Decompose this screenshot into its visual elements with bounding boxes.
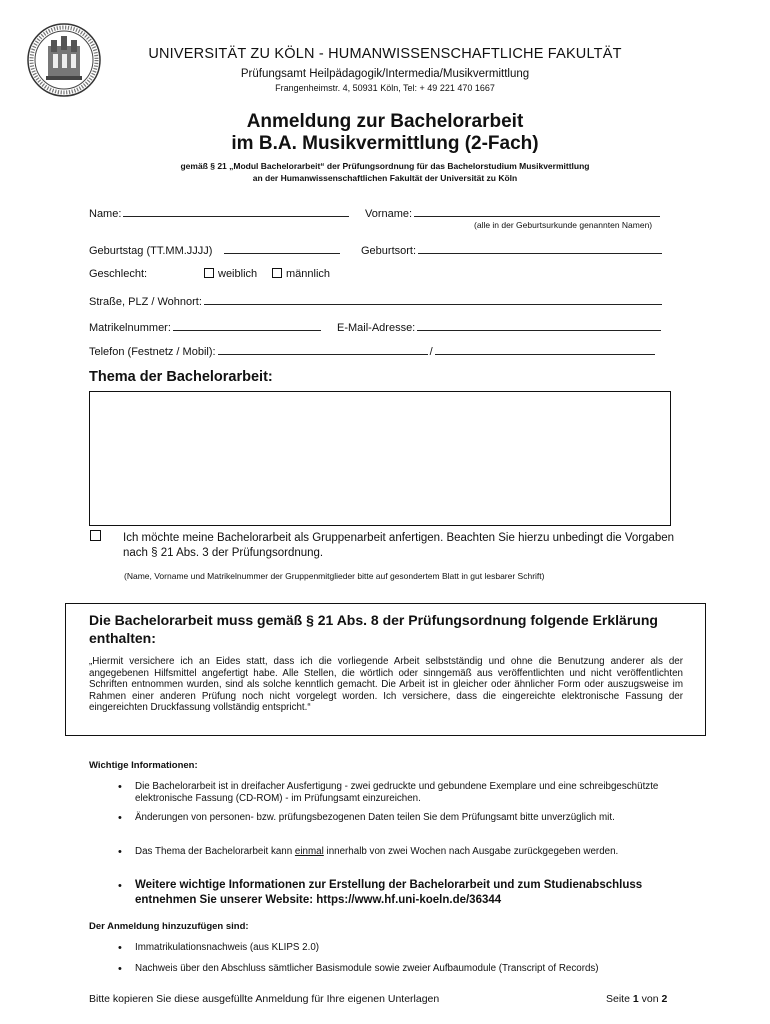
gender-male-option[interactable] [272, 268, 330, 280]
vorname-field[interactable] [365, 206, 662, 220]
thesis-topic-box[interactable] [89, 391, 671, 526]
bullet-icon: • [118, 942, 122, 954]
bullet-icon: • [118, 963, 122, 975]
gender-female-option[interactable] [204, 268, 257, 280]
regulation-note [0, 161, 770, 184]
info-item-3 [135, 846, 675, 858]
vorname-hint: (alle in der Geburtsurkunde genannten Namen) [474, 220, 653, 230]
important-info-heading: Wichtige Informationen: [89, 760, 198, 771]
declaration-heading: Die Bachelorarbeit muss gemäß § 21 Abs. 8 der Prüfungsordnung folgende Erklärung enthalten: [89, 612, 658, 646]
phone-field[interactable] [89, 344, 657, 358]
vorname-label: Vorname: [365, 208, 413, 220]
matriculation-field[interactable] [89, 320, 323, 334]
gender-label: Geschlecht: [89, 268, 148, 280]
female-checkbox[interactable] [204, 268, 214, 278]
male-checkbox[interactable] [272, 268, 282, 278]
university-name: UNIVERSITÄT ZU KÖLN - HUMANWISSENSCHAFTLICHE FAKULTÄT [148, 46, 622, 62]
group-work-note: (Name, Vorname und Matrikelnummer der Gruppenmitglieder bitte auf gesondertem Blatt in gut lesbarer Schrift) [124, 571, 545, 581]
email-label: E-Mail-Adresse: [337, 322, 416, 334]
current-page: 1 [632, 993, 639, 1005]
birthplace-label: Geburtsort: [361, 245, 417, 257]
info-item-4-website[interactable]: Weitere wichtige Informationen zur Erstellung der Bachelorarbeit und zum Studienabschluss entnehmen Sie unserer Website: https://www.hf.uni-koeln.de/36344 [135, 879, 643, 906]
total-pages: 2 [661, 993, 668, 1005]
thesis-topic-heading: Thema der Bachelorarbeit: [89, 369, 273, 385]
declaration-text: „Hiermit versichere ich an Eides statt, dass ich die vorliegende Arbeit selbstständig und ohne die Benutzung anderer als der angegebenen Hilfsmittel angefertigt habe. Alle Stellen, die wörtlich oder sinngemäß aus veröffentlichten und nicht veröffentlichten Schriften entnommen wurden, sind als solche kenntlich gemacht. Die Arbeit ist in gleicher oder ähnlicher Form oder auszugsweise im Rahmen einer anderen Prüfung noch nicht vorgelegt worden. Ich versichere, dass die eingereichte elektronische Fassung der eingereichten Druckfassung vollständig entspricht.“ [89, 656, 683, 714]
bullet-icon: • [118, 812, 122, 824]
form-title-line2: im B.A. Musikvermittlung (2-Fach) [231, 133, 539, 154]
birthday-field[interactable] [89, 243, 342, 257]
bullet-icon: • [118, 880, 122, 892]
von-word: von [641, 993, 659, 1005]
regulation-line1: gemäß § 21 „Modul Bachelorarbeit“ der Prüfungsordnung für das Bachelorstudium Musikvermittlung [180, 161, 590, 171]
birthplace-field[interactable] [361, 243, 664, 257]
name-field[interactable] [89, 206, 351, 220]
info-item-1: Die Bachelorarbeit ist in dreifacher Ausfertigung - zwei gedruckte und gebundene Exemplare und eine schreibgeschützte elektronische Fassung (CD-ROM) - im Prüfungsamt einzureichen. [135, 781, 659, 805]
address-field[interactable] [89, 294, 664, 308]
form-title-line1: Anmeldung zur Bachelorarbeit [246, 111, 524, 132]
bullet-icon: • [118, 846, 122, 858]
regulation-line2: an der Humanwissenschaftlichen Fakultät der Universität zu Köln [252, 172, 518, 183]
info-item-2: Änderungen von personen- bzw. prüfungsbezogenen Daten teilen Sie dem Prüfungsamt bitte unverzüglich mit. [135, 812, 615, 823]
male-label: männlich [286, 268, 331, 280]
matriculation-label: Matrikelnummer: [89, 322, 171, 334]
phone-separator: / [429, 346, 433, 358]
office-address: Frangenheimstr. 4, 50931 Köln, Tel: + 49 221 470 1667 [275, 83, 495, 93]
email-field[interactable] [337, 320, 663, 334]
phone-label: Telefon (Festnetz / Mobil): [89, 346, 216, 358]
group-work-checkbox[interactable] [90, 530, 101, 541]
name-label: Name: [89, 208, 122, 220]
birthday-label: Geburtstag (TT.MM.JJJJ) [89, 245, 213, 257]
info-item-3-part-a: Das Thema der Bachelorarbeit kann [135, 846, 295, 857]
info-item-3-underlined: einmal [294, 846, 324, 857]
address-label: Straße, PLZ / Wohnort: [89, 296, 202, 308]
exam-office: Prüfungsamt Heilpädagogik/Intermedia/Musikvermittlung [240, 68, 530, 80]
footer-copy-note: Bitte kopieren Sie diese ausgefüllte Anmeldung für Ihre eigenen Unterlagen [89, 993, 440, 1005]
page-number [606, 993, 667, 1005]
page-word: Seite [606, 993, 630, 1005]
bullet-icon: • [118, 781, 122, 793]
attachments-heading: Der Anmeldung hinzuzufügen sind: [89, 921, 249, 932]
attachment-item-1: Immatrikulationsnachweis (aus KLIPS 2.0) [135, 942, 320, 953]
attachment-item-2: Nachweis über den Abschluss sämtlicher Basismodule sowie zweier Aufbaumodule (Transcript of Records) [135, 963, 599, 974]
group-work-text: Ich möchte meine Bachelorarbeit als Gruppenarbeit anfertigen. Beachten Sie hierzu unbedingt die Vorgaben nach § 21 Abs. 3 der Prüfungsordnung. [123, 532, 675, 559]
info-item-3-part-b: innerhalb von zwei Wochen nach Ausgabe zurückgegeben werden. [323, 846, 619, 857]
female-label: weiblich [218, 268, 258, 280]
